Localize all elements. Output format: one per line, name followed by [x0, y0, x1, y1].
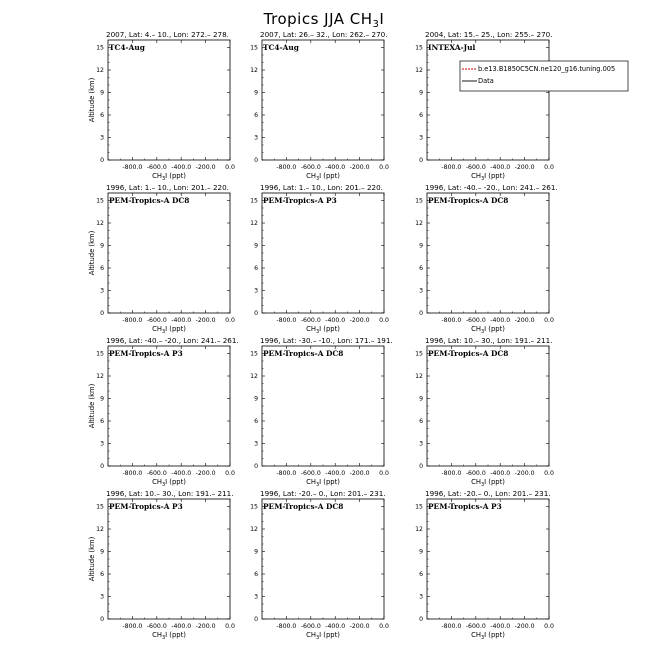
- x-tick-label: -800.0: [441, 317, 462, 324]
- y-tick-label: 0: [100, 310, 104, 317]
- y-tick-label: 15: [415, 503, 423, 511]
- y-tick-label: 6: [100, 571, 104, 578]
- y-axis-label: Altitude (km): [88, 536, 96, 582]
- y-tick-label: 9: [254, 242, 258, 250]
- y-tick-label: 0: [419, 616, 423, 623]
- y-axis-label: Altitude (km): [88, 230, 96, 276]
- y-tick-label: 3: [419, 593, 423, 601]
- campaign-label: PEM-Tropics-A DC8: [109, 196, 190, 205]
- y-tick-label: 12: [96, 220, 104, 227]
- x-tick-label: -400.0: [325, 470, 346, 477]
- plot-frame: [427, 346, 549, 466]
- x-tick-label: -200.0: [349, 623, 370, 630]
- y-tick-label: 15: [250, 197, 258, 205]
- x-tick-label: -200.0: [195, 470, 216, 477]
- y-tick-label: 12: [415, 220, 423, 227]
- x-tick-label: -400.0: [490, 623, 511, 630]
- y-tick-label: 6: [419, 265, 423, 272]
- plot-frame: [427, 40, 549, 160]
- y-tick-label: 12: [250, 373, 258, 380]
- x-tick-label: 0.0: [544, 317, 554, 324]
- chart-panel: [88, 183, 235, 335]
- campaign-label: PEM-Tropics-A P3: [109, 349, 183, 358]
- x-tick-label: -400.0: [490, 470, 511, 477]
- y-tick-label: 0: [419, 157, 423, 164]
- figure-title: [263, 10, 385, 30]
- y-tick-label: 15: [415, 44, 423, 52]
- panel-title: 2007, Lat: 26.– 32., Lon: 262.– 270.: [260, 30, 388, 39]
- x-tick-label: -600.0: [300, 164, 321, 171]
- y-tick-label: 0: [254, 616, 258, 623]
- y-tick-label: 6: [254, 112, 258, 119]
- x-tick-label: -600.0: [146, 470, 167, 477]
- y-tick-label: 12: [415, 67, 423, 74]
- y-tick-label: 15: [96, 503, 104, 511]
- y-tick-label: 6: [254, 571, 258, 578]
- figure-title-tail: I: [379, 10, 385, 28]
- y-tick-label: 0: [419, 310, 423, 317]
- x-tick-label: -400.0: [171, 623, 192, 630]
- x-tick-label: -400.0: [490, 317, 511, 324]
- y-tick-label: 0: [254, 463, 258, 470]
- x-tick-label: -200.0: [514, 164, 535, 171]
- y-tick-label: 12: [250, 220, 258, 227]
- y-tick-label: 12: [415, 373, 423, 380]
- y-tick-label: 15: [250, 350, 258, 358]
- y-tick-label: 15: [415, 350, 423, 358]
- x-tick-label: -800.0: [276, 470, 297, 477]
- x-axis-label: $CH_3I$ (ppt): [152, 325, 186, 335]
- y-tick-label: 6: [254, 265, 258, 272]
- x-tick-label: -400.0: [325, 623, 346, 630]
- x-tick-label: -600.0: [465, 317, 486, 324]
- x-tick-label: -200.0: [195, 623, 216, 630]
- x-axis-label: $CH_3I$ (ppt): [471, 172, 505, 182]
- y-tick-label: 9: [419, 548, 423, 556]
- chart-panel: [250, 489, 389, 641]
- x-tick-label: -400.0: [325, 164, 346, 171]
- x-tick-label: -400.0: [325, 317, 346, 324]
- panel-title: 2007, Lat: 4.– 10., Lon: 272.– 278.: [106, 30, 229, 39]
- panel-title: 1996, Lat: -30.– -10., Lon: 171.– 191.: [260, 336, 393, 345]
- x-tick-label: 0.0: [379, 623, 389, 630]
- y-tick-label: 6: [100, 418, 104, 425]
- campaign-label: TC4-Aug: [263, 43, 299, 52]
- plot-frame: [262, 40, 384, 160]
- panel-title: 1996, Lat: 1.– 10., Lon: 201.– 220.: [260, 183, 383, 192]
- panel-grid: [88, 30, 628, 641]
- chart-panel: [88, 30, 235, 182]
- x-tick-label: -800.0: [122, 317, 143, 324]
- y-tick-label: 6: [100, 265, 104, 272]
- panel-title: 1996, Lat: 10.– 30., Lon: 191.– 211.: [106, 489, 234, 498]
- y-tick-label: 9: [419, 395, 423, 403]
- x-axis-label: $CH_3I$ (ppt): [152, 631, 186, 641]
- x-tick-label: -800.0: [276, 317, 297, 324]
- x-tick-label: -200.0: [195, 317, 216, 324]
- y-tick-label: 3: [419, 134, 423, 142]
- x-tick-label: -800.0: [122, 164, 143, 171]
- y-tick-label: 9: [419, 89, 423, 97]
- y-tick-label: 15: [96, 44, 104, 52]
- y-tick-label: 3: [419, 287, 423, 295]
- y-tick-label: 9: [419, 242, 423, 250]
- campaign-label: PEM-Tropics-A P3: [109, 502, 183, 511]
- campaign-label: PEM-Tropics-A DC8: [428, 196, 509, 205]
- x-tick-label: -200.0: [195, 164, 216, 171]
- y-tick-label: 0: [419, 463, 423, 470]
- y-tick-label: 3: [100, 134, 104, 142]
- y-tick-label: 9: [254, 548, 258, 556]
- plot-frame: [108, 40, 230, 160]
- x-tick-label: 0.0: [379, 317, 389, 324]
- y-tick-label: 0: [254, 310, 258, 317]
- y-tick-label: 0: [100, 463, 104, 470]
- x-tick-label: -600.0: [146, 623, 167, 630]
- x-tick-label: -200.0: [349, 317, 370, 324]
- x-tick-label: -600.0: [300, 317, 321, 324]
- y-tick-label: 12: [96, 373, 104, 380]
- x-tick-label: -200.0: [514, 470, 535, 477]
- x-axis-label: $CH_3I$ (ppt): [306, 631, 340, 641]
- chart-panel: [415, 183, 558, 335]
- plot-frame: [427, 499, 549, 619]
- y-tick-label: 0: [100, 157, 104, 164]
- x-axis-label: $CH_3I$ (ppt): [471, 325, 505, 335]
- x-tick-label: -800.0: [441, 164, 462, 171]
- chart-panel: [415, 489, 554, 641]
- x-tick-label: -600.0: [300, 623, 321, 630]
- panel-title: 1996, Lat: -40.– -20., Lon: 241.– 261.: [425, 183, 558, 192]
- x-axis-label: $CH_3I$ (ppt): [306, 325, 340, 335]
- y-tick-label: 15: [250, 44, 258, 52]
- x-tick-label: -600.0: [146, 317, 167, 324]
- y-tick-label: 0: [254, 157, 258, 164]
- plot-frame: [108, 193, 230, 313]
- x-axis-label: $CH_3I$ (ppt): [306, 478, 340, 488]
- x-tick-label: -800.0: [122, 470, 143, 477]
- y-tick-label: 15: [415, 197, 423, 205]
- plot-frame: [108, 499, 230, 619]
- y-tick-label: 3: [254, 287, 258, 295]
- y-axis-label: Altitude (km): [88, 77, 96, 123]
- x-axis-label: $CH_3I$ (ppt): [471, 631, 505, 641]
- legend: [460, 61, 628, 91]
- panel-title: 1996, Lat: -40.– -20., Lon: 241.– 261.: [106, 336, 239, 345]
- x-tick-label: -400.0: [171, 470, 192, 477]
- x-tick-label: 0.0: [225, 470, 235, 477]
- figure-title-main: Tropics JJA CH: [263, 10, 373, 28]
- x-tick-label: -600.0: [465, 470, 486, 477]
- y-tick-label: 12: [96, 526, 104, 533]
- panel-title: 1996, Lat: -20.– 0., Lon: 201.– 231.: [260, 489, 386, 498]
- chart-panel: [88, 336, 239, 488]
- y-tick-label: 0: [100, 616, 104, 623]
- x-tick-label: -800.0: [122, 623, 143, 630]
- campaign-label: PEM-Tropics-A DC8: [263, 502, 344, 511]
- x-tick-label: 0.0: [225, 317, 235, 324]
- y-tick-label: 9: [254, 395, 258, 403]
- legend-label: b.e13.B1850C5CN.ne120_g16.tuning.005: [478, 65, 616, 73]
- x-axis-label: $CH_3I$ (ppt): [152, 478, 186, 488]
- x-tick-label: 0.0: [225, 164, 235, 171]
- x-tick-label: 0.0: [225, 623, 235, 630]
- y-tick-label: 3: [100, 593, 104, 601]
- y-tick-label: 9: [100, 395, 104, 403]
- y-tick-label: 3: [254, 440, 258, 448]
- x-axis-label: $CH_3I$ (ppt): [471, 478, 505, 488]
- campaign-label: TC4-Aug: [109, 43, 145, 52]
- y-tick-label: 6: [419, 418, 423, 425]
- y-tick-label: 3: [100, 440, 104, 448]
- y-tick-label: 6: [254, 418, 258, 425]
- y-tick-label: 6: [419, 571, 423, 578]
- y-tick-label: 6: [419, 112, 423, 119]
- y-tick-label: 12: [250, 67, 258, 74]
- campaign-label: INTEXA-Jul: [428, 43, 476, 52]
- x-tick-label: 0.0: [379, 164, 389, 171]
- legend-label: Data: [478, 77, 494, 85]
- x-tick-label: -400.0: [490, 164, 511, 171]
- y-tick-label: 3: [100, 287, 104, 295]
- x-tick-label: 0.0: [544, 164, 554, 171]
- y-tick-label: 15: [250, 503, 258, 511]
- x-tick-label: -600.0: [465, 164, 486, 171]
- x-tick-label: -600.0: [300, 470, 321, 477]
- y-tick-label: 9: [254, 89, 258, 97]
- chart-panel: [88, 489, 235, 641]
- chart-panel: [250, 30, 389, 182]
- campaign-label: PEM-Tropics-A DC8: [428, 349, 509, 358]
- x-tick-label: -200.0: [349, 164, 370, 171]
- y-tick-label: 3: [254, 593, 258, 601]
- y-tick-label: 6: [100, 112, 104, 119]
- y-tick-label: 9: [100, 242, 104, 250]
- figure-title-subscript: 3: [372, 19, 380, 30]
- campaign-label: PEM-Tropics-A DC8: [263, 349, 344, 358]
- panel-title: 1996, Lat: -20.– 0., Lon: 201.– 231.: [425, 489, 551, 498]
- plot-frame: [262, 346, 384, 466]
- x-tick-label: 0.0: [379, 470, 389, 477]
- x-tick-label: -600.0: [146, 164, 167, 171]
- chart-panel: [415, 30, 628, 182]
- chart-panel: [250, 183, 389, 335]
- y-tick-label: 15: [96, 350, 104, 358]
- y-tick-label: 9: [100, 548, 104, 556]
- x-tick-label: -200.0: [514, 317, 535, 324]
- plot-frame: [108, 346, 230, 466]
- chart-panel: [250, 336, 393, 488]
- x-tick-label: -400.0: [171, 164, 192, 171]
- x-tick-label: -200.0: [514, 623, 535, 630]
- y-tick-label: 15: [96, 197, 104, 205]
- campaign-label: PEM-Tropics-A P3: [263, 196, 337, 205]
- x-tick-label: -800.0: [441, 470, 462, 477]
- panel-title: 1996, Lat: 10.– 30., Lon: 191.– 211.: [425, 336, 553, 345]
- x-tick-label: -800.0: [276, 623, 297, 630]
- plot-frame: [262, 193, 384, 313]
- y-tick-label: 12: [250, 526, 258, 533]
- x-tick-label: -800.0: [276, 164, 297, 171]
- panel-title: 1996, Lat: 1.– 10., Lon: 201.– 220.: [106, 183, 229, 192]
- x-tick-label: 0.0: [544, 623, 554, 630]
- x-tick-label: -800.0: [441, 623, 462, 630]
- panel-title: 2004, Lat: 15.– 25., Lon: 255.– 270.: [425, 30, 553, 39]
- plot-frame: [262, 499, 384, 619]
- x-axis-label: $CH_3I$ (ppt): [306, 172, 340, 182]
- x-tick-label: -600.0: [465, 623, 486, 630]
- plot-frame: [427, 193, 549, 313]
- x-axis-label: $CH_3I$ (ppt): [152, 172, 186, 182]
- y-tick-label: 12: [415, 526, 423, 533]
- campaign-label: PEM-Tropics-A P3: [428, 502, 502, 511]
- y-axis-label: Altitude (km): [88, 383, 96, 429]
- y-tick-label: 3: [254, 134, 258, 142]
- x-tick-label: -400.0: [171, 317, 192, 324]
- x-tick-label: -200.0: [349, 470, 370, 477]
- chart-panel: [415, 336, 554, 488]
- y-tick-label: 9: [100, 89, 104, 97]
- x-tick-label: 0.0: [544, 470, 554, 477]
- y-tick-label: 12: [96, 67, 104, 74]
- y-tick-label: 3: [419, 440, 423, 448]
